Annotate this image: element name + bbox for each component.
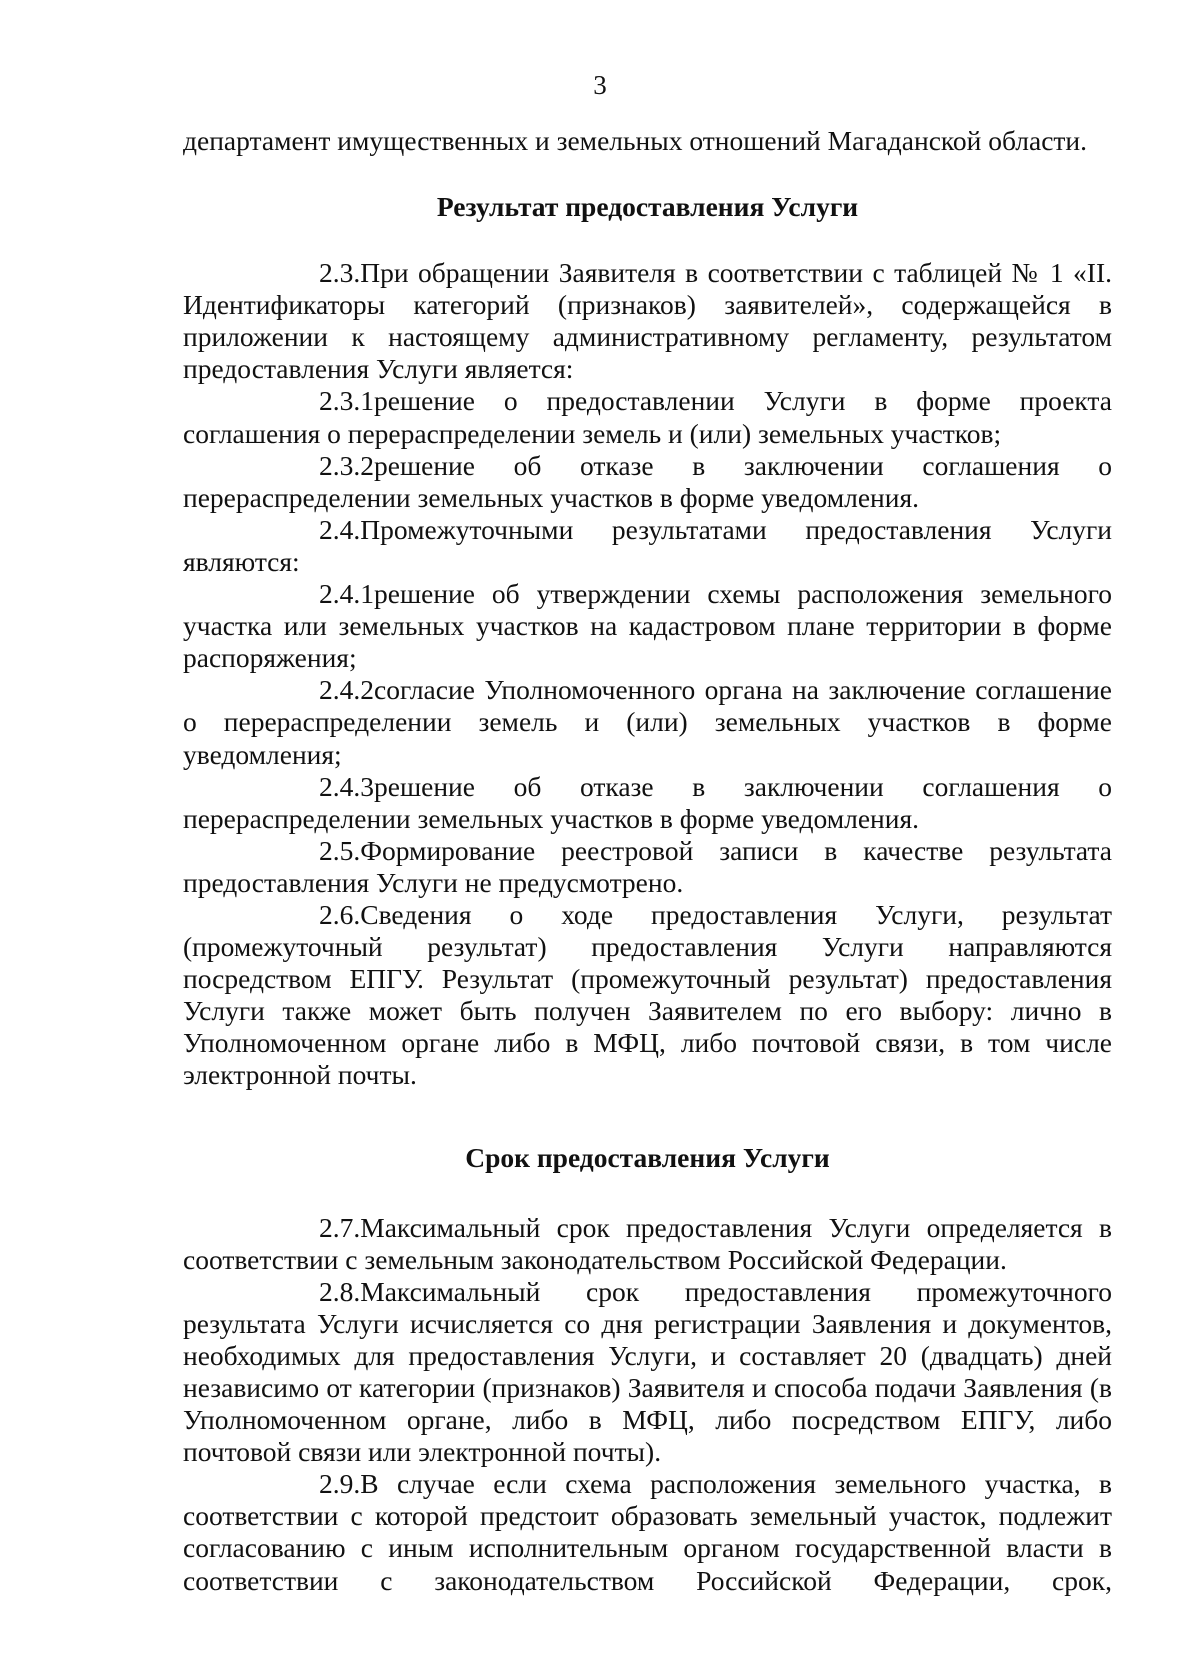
clause-text: В случае если схема расположения земельного участка, в соответствии с которой предстоит образовать земельный участок, подлежит согласованию с иным исполнительным органом государственной власти в соответствии с законодательством Российской Федерации, срок, <box>183 1468 1112 1596</box>
clause-text: Сведения о ходе предоставления Услуги, результат (промежуточный результат) предоставления Услуги направляются посредством ЕПГУ. Результат (промежуточный результат) предоставления Услуги также может быть получен Заявителем по его выбору: лично в Уполномоченном органе либо в МФЦ, либо почтовой связи, в том числе электронной почты. <box>183 898 1112 1091</box>
paragraph-2-3-1 <box>183 385 1112 449</box>
clause-number: 2.4.2 <box>319 674 374 706</box>
paragraph-2-4 <box>183 514 1112 578</box>
paragraph-2-4-2 <box>183 674 1112 770</box>
paragraph-2-3-2 <box>183 450 1112 514</box>
paragraph-2-9 <box>183 1468 1112 1596</box>
clause-text: Максимальный срок предоставления Услуги определяется в соответствии с земельным законодательством Российской Федерации. <box>183 1211 1112 1275</box>
page-number: 3 <box>593 70 607 100</box>
clause-text: согласие Уполномоченного органа на заключение соглашение о перераспределении земель и (или) земельных участков в форме уведомления; <box>183 674 1112 770</box>
paragraph-2-4-1 <box>183 578 1112 674</box>
clause-number: 2.7. <box>319 1211 361 1243</box>
clause-text: Формирование реестровой записи в качестве результата предоставления Услуги не предусмотрено. <box>183 834 1112 898</box>
clause-number: 2.9. <box>319 1468 361 1500</box>
section-heading-result: Результат предоставления Услуги <box>436 191 859 223</box>
clause-number: 2.8. <box>319 1275 361 1307</box>
clause-text: решение об утверждении схемы расположения земельного участка или земельных участков на кадастровом плане территории в форме распоряжения; <box>183 578 1112 674</box>
paragraph-2-5 <box>183 835 1112 899</box>
clause-text: Промежуточными результатами предоставления Услуги являются: <box>183 513 1112 577</box>
clause-number: 2.3. <box>319 257 361 289</box>
clause-text: решение об отказе в заключении соглашения о перераспределении земельных участков в форме уведомления. <box>183 770 1112 834</box>
paragraph-2-4-3 <box>183 771 1112 835</box>
clause-text: решение о предоставлении Услуги в форме проекта соглашения о перераспределении земель и (или) земельных участков; <box>183 385 1112 449</box>
section-heading-term: Срок предоставления Услуги <box>465 1141 830 1173</box>
paragraph-2-7 <box>183 1212 1112 1276</box>
clause-number: 2.3.2 <box>319 449 374 481</box>
clause-number: 2.4. <box>319 513 361 545</box>
clause-text: Максимальный срок предоставления промежуточного результата Услуги исчисляется со дня регистрации Заявления и документов, необходимых для предоставления Услуги, и составляет 20 (двадцать) дней независимо от категории (признаков) Заявителя и способа подачи Заявления (в Уполномоченном органе, либо в МФЦ, либо посредством ЕПГУ, либо почтовой связи или электронной почты). <box>183 1275 1112 1468</box>
document-body <box>183 125 1112 1597</box>
clause-text: При обращении Заявителя в соответствии с таблицей № 1 «II. Идентификаторы категорий (признаков) заявителей», содержащейся в приложении к настоящему административному регламенту, результатом предоставления Услуги является: <box>183 257 1112 385</box>
clause-text: решение об отказе в заключении соглашения о перераспределении земельных участков в форме уведомления. <box>183 449 1112 513</box>
paragraph-2-6 <box>183 899 1112 1092</box>
clause-number: 2.4.3 <box>319 770 374 802</box>
clause-number: 2.4.1 <box>319 578 374 610</box>
clause-number: 2.6. <box>319 898 361 930</box>
clause-number: 2.5. <box>319 834 361 866</box>
paragraph-2-8 <box>183 1276 1112 1469</box>
paragraph-2-3 <box>183 257 1112 385</box>
clause-number: 2.3.1 <box>319 385 374 417</box>
paragraph-continuation: департамент имущественных и земельных отношений Магаданской области. <box>183 125 1088 156</box>
